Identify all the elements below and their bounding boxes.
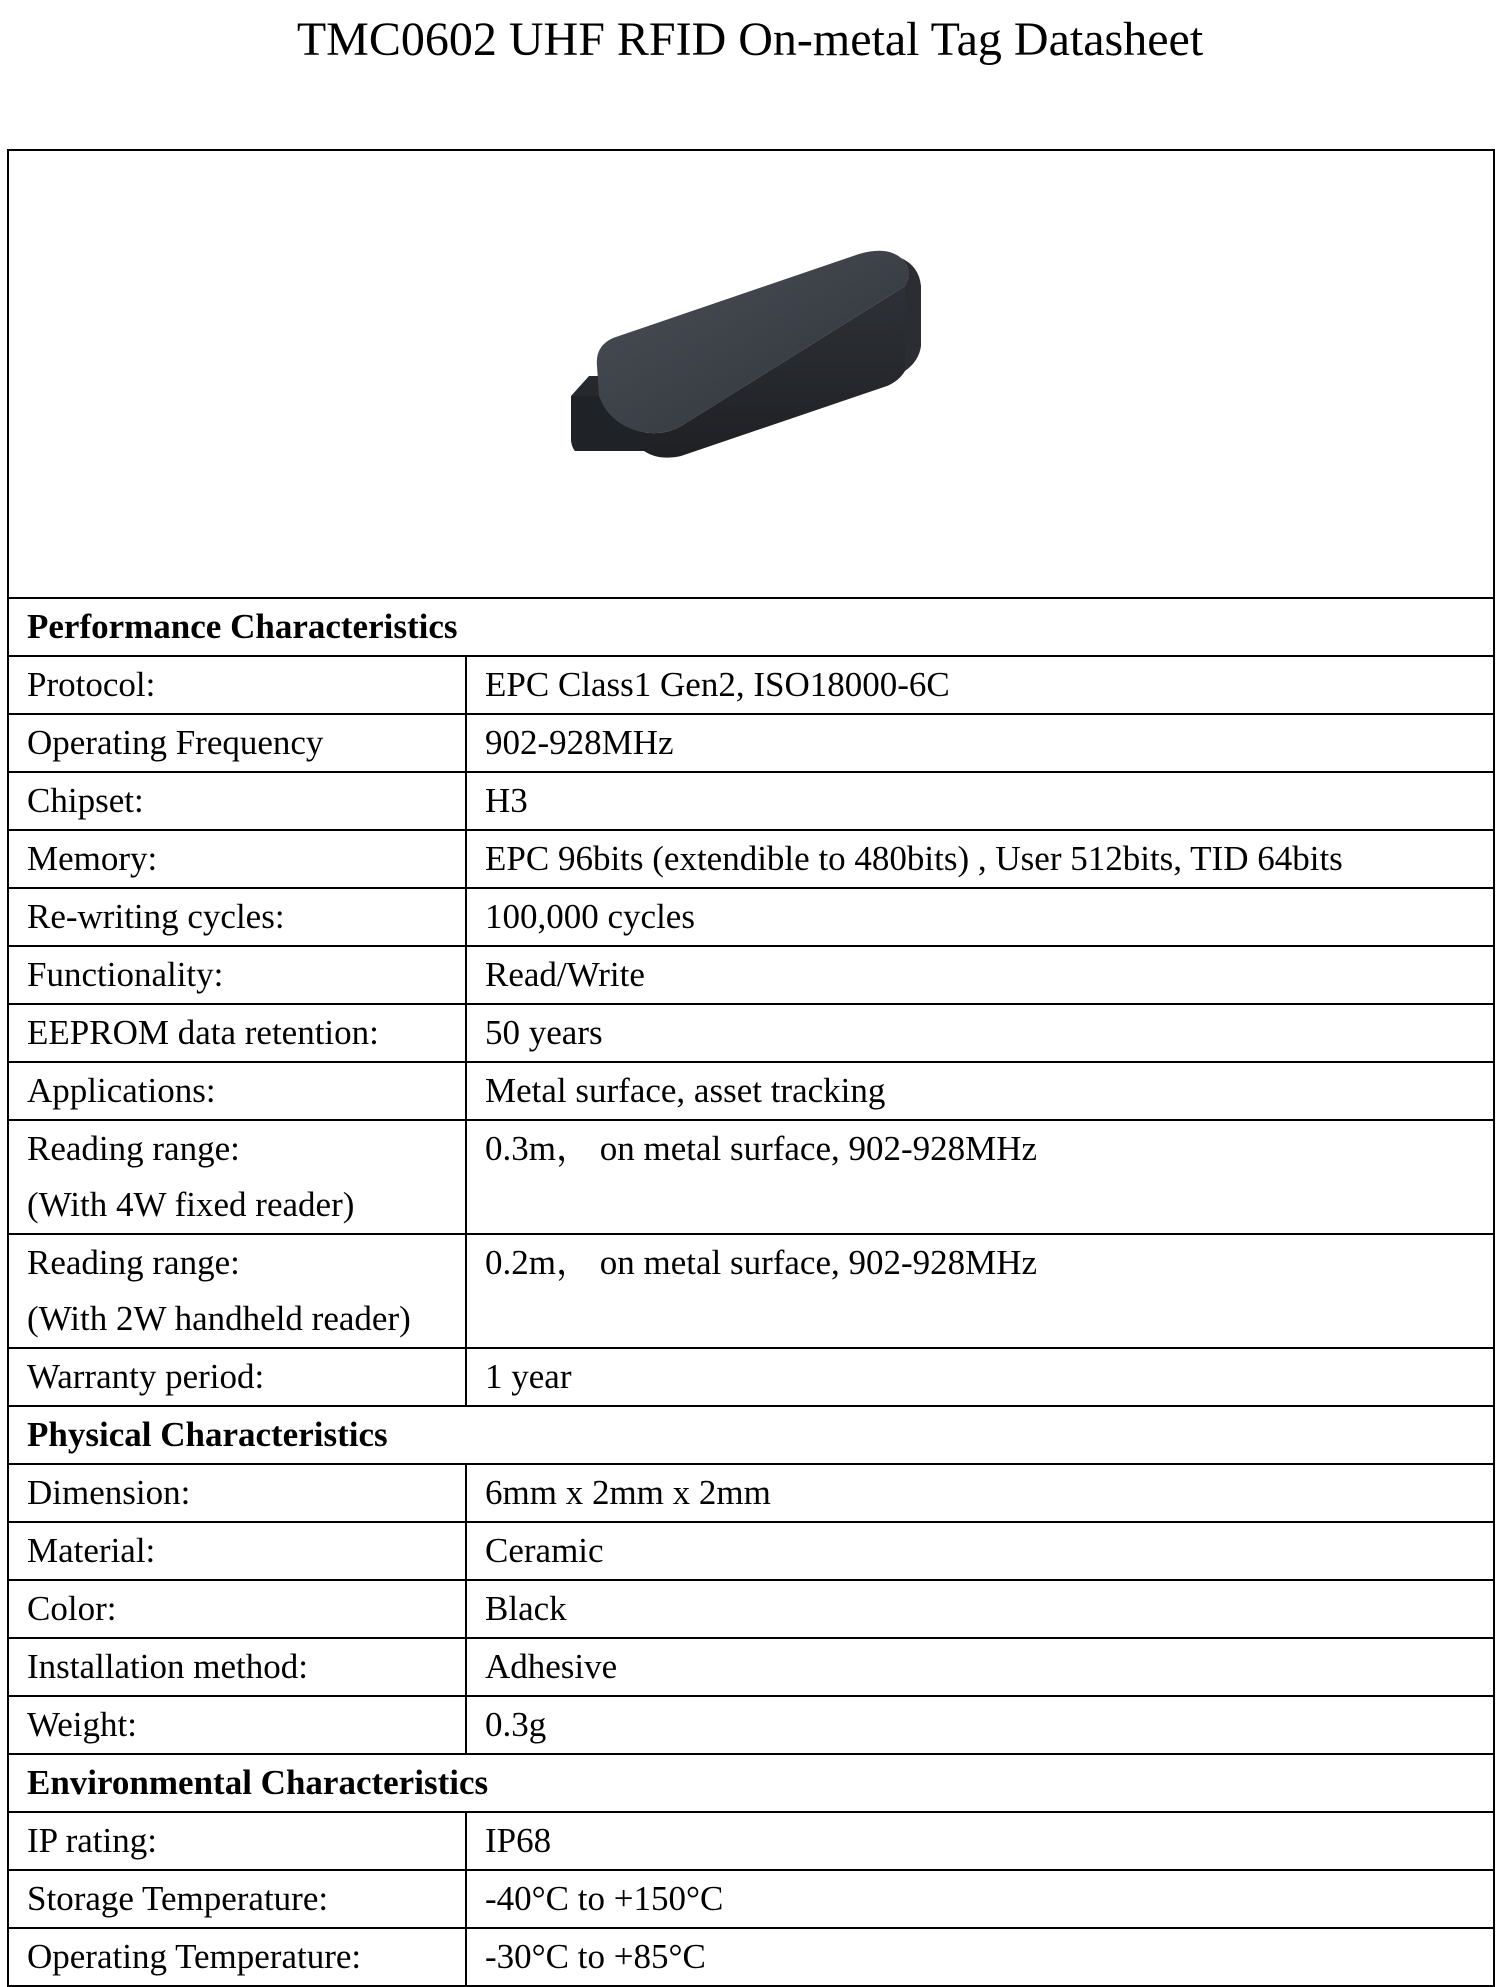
spec-value: -30°C to +85°C <box>466 1928 1494 1986</box>
spec-row <box>8 1580 1494 1638</box>
spec-row <box>8 1120 1494 1234</box>
spec-value: EPC Class1 Gen2, ISO18000-6C <box>466 656 1494 714</box>
spec-label: Applications: <box>8 1062 466 1120</box>
spec-label-cell <box>8 1120 466 1234</box>
spec-value: Ceramic <box>466 1522 1494 1580</box>
section-header-environmental <box>8 1754 1494 1812</box>
spec-value: 0.2m， on metal surface, 902-928MHz <box>466 1234 1494 1348</box>
spec-label: Color: <box>8 1580 466 1638</box>
spec-value: 0.3g <box>466 1696 1494 1754</box>
spec-label: Warranty period: <box>8 1348 466 1406</box>
spec-value: Metal surface, asset tracking <box>466 1062 1494 1120</box>
spec-value: 1 year <box>466 1348 1494 1406</box>
spec-row <box>8 714 1494 772</box>
section-heading: Environmental Characteristics <box>8 1754 1494 1812</box>
spec-label: Reading range: <box>27 1129 240 1168</box>
spec-label: EEPROM data retention: <box>8 1004 466 1062</box>
spec-label: IP rating: <box>8 1812 466 1870</box>
spec-label: Re-writing cycles: <box>8 888 466 946</box>
spec-value: Read/Write <box>466 946 1494 1004</box>
spec-row <box>8 1696 1494 1754</box>
spec-row <box>8 1004 1494 1062</box>
spec-value: Adhesive <box>466 1638 1494 1696</box>
spec-label: Chipset: <box>8 772 466 830</box>
spec-row <box>8 830 1494 888</box>
spec-row <box>8 1812 1494 1870</box>
section-heading: Performance Characteristics <box>8 598 1494 656</box>
spec-label: Protocol: <box>8 656 466 714</box>
section-header-performance <box>8 598 1494 656</box>
spec-row <box>8 1234 1494 1348</box>
spec-row <box>8 772 1494 830</box>
section-header-physical <box>8 1406 1494 1464</box>
spec-label-cell <box>8 1234 466 1348</box>
spec-value: 0.3m， on metal surface, 902-928MHz <box>466 1120 1494 1234</box>
spec-value: 902-928MHz <box>466 714 1494 772</box>
spec-label: Memory: <box>8 830 466 888</box>
spec-label: Installation method: <box>8 1638 466 1696</box>
spec-row <box>8 1062 1494 1120</box>
spec-row <box>8 1522 1494 1580</box>
spec-label: Operating Temperature: <box>8 1928 466 1986</box>
spec-value: IP68 <box>466 1812 1494 1870</box>
document-title: TMC0602 UHF RFID On-metal Tag Datasheet <box>296 13 1204 66</box>
spec-value: EPC 96bits (extendible to 480bits) , User 512bits, TID 64bits <box>466 830 1494 888</box>
spec-label: Reading range: <box>27 1243 240 1282</box>
spec-label-sub: (With 4W fixed reader) <box>27 1185 355 1224</box>
spec-label: Material: <box>8 1522 466 1580</box>
spec-value: -40°C to +150°C <box>466 1870 1494 1928</box>
datasheet-table <box>7 149 1495 1987</box>
spec-value: H3 <box>466 772 1494 830</box>
spec-row <box>8 1928 1494 1986</box>
spec-value: 6mm x 2mm x 2mm <box>466 1464 1494 1522</box>
spec-value: Black <box>466 1580 1494 1638</box>
spec-label: Operating Frequency <box>8 714 466 772</box>
spec-row <box>8 1638 1494 1696</box>
spec-row <box>8 1464 1494 1522</box>
spec-label: Dimension: <box>8 1464 466 1522</box>
spec-row <box>8 888 1494 946</box>
product-image-row <box>8 150 1494 598</box>
spec-label: Weight: <box>8 1696 466 1754</box>
spec-row <box>8 1870 1494 1928</box>
spec-row <box>8 656 1494 714</box>
section-heading: Physical Characteristics <box>8 1406 1494 1464</box>
spec-value: 100,000 cycles <box>466 888 1494 946</box>
spec-value: 50 years <box>466 1004 1494 1062</box>
spec-label: Functionality: <box>8 946 466 1004</box>
black-ceramic-rfid-tag-image <box>569 246 939 461</box>
spec-row <box>8 1348 1494 1406</box>
product-image-cell <box>8 150 1494 598</box>
spec-label: Storage Temperature: <box>8 1870 466 1928</box>
spec-row <box>8 946 1494 1004</box>
spec-label-sub: (With 2W handheld reader) <box>27 1299 411 1338</box>
